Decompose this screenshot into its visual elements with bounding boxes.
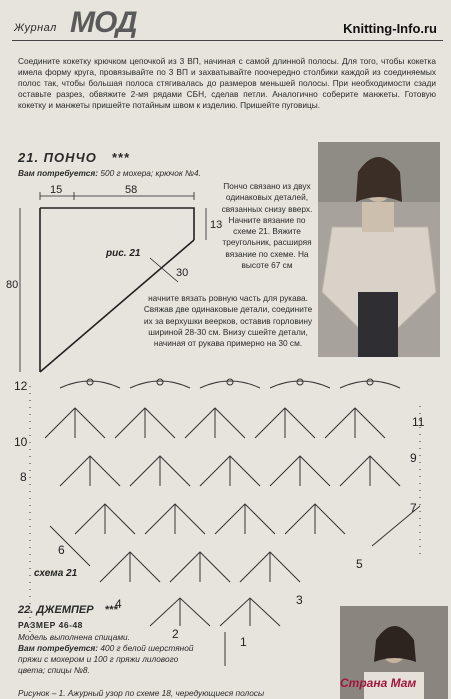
pattern-figure <box>0 180 230 380</box>
dim-diag-line <box>150 258 178 282</box>
scheme-pointer-left <box>50 526 90 566</box>
model-photo-poncho <box>318 142 440 357</box>
row-number: 11 <box>412 415 425 429</box>
intro-paragraph: Соедините кокетку крючком цепочкой из 3 ВП, начиная с самой длинной полосы. Для того, чтобы кокетка имела форму круга, провязывайте по 3 ВП и захватывайте поочередно столбики каждой из соединяемых полос так, чтобы большая полоса стягивалась до размеров меньшей полосы. При необходимости сзади оставьте разрез, обвяжите 2-мя рядами СБН, сделав петли. Аналогично соберите манжеты. Готовую кокетку и манжеты пришейте потайным швом к изделию. Пришейте пуговицы. <box>18 56 436 111</box>
section2-title <box>18 604 117 616</box>
section-title-text: 21. ПОНЧО <box>18 150 97 165</box>
fan-row-5 <box>100 552 300 582</box>
dim-15: 15 <box>50 184 63 196</box>
row-number: 12 <box>14 379 28 393</box>
figure-top-edge <box>40 208 194 240</box>
watermark: Страна Мам <box>340 676 417 690</box>
materials2-text: 400 г белой шерстяной пряжи с мохером и 100 г пряжи лилового цвета; спицы №8. <box>18 643 194 675</box>
difficulty-stars: *** <box>111 150 130 165</box>
model-line: Модель выполнена спицами. <box>18 632 130 642</box>
description-text-narrow: Пончо связано из двух одинаковых деталей, связанных снизу вверх. Начните вязание по схеме 21. Вяжите треугольник, расширяя вязание по схеме. На высоте 67 см <box>221 181 313 271</box>
dim-80: 80 <box>6 279 19 291</box>
row-number: 9 <box>410 451 417 465</box>
section-title <box>18 150 130 165</box>
section2-title-text: 22. ДЖЕМПЕР <box>18 604 94 616</box>
figure-label: рис. 21 <box>106 248 141 259</box>
row-number: 6 <box>58 543 65 557</box>
row-number: 3 <box>296 593 303 607</box>
row-number: 8 <box>20 470 27 484</box>
dim-58: 58 <box>125 184 138 196</box>
section2-stars: *** <box>104 604 118 616</box>
fan-row-6 <box>150 598 280 626</box>
row-number: 4 <box>115 597 122 611</box>
materials-text: 500 г мохера; крючок №4. <box>100 168 201 178</box>
fan-row-2 <box>45 408 385 438</box>
magazine-logo: МОД <box>70 6 137 39</box>
row-number: 7 <box>410 501 417 515</box>
dim-30: 30 <box>176 267 189 279</box>
header-rule <box>12 40 443 41</box>
magazine-label: Журнал <box>14 22 57 34</box>
dim-13: 13 <box>210 219 223 231</box>
pattern-line: Рисунок – 1. Ажурный узор по схеме 18, чередующиеся полосы <box>18 688 265 698</box>
size-line: РАЗМЕР 46-48 <box>18 620 83 630</box>
scheme-label: схема 21 <box>34 568 78 579</box>
fan-row-3 <box>60 456 400 486</box>
materials-label: Вам потребуется: <box>18 168 99 178</box>
row-number: 2 <box>172 627 179 641</box>
description-text-wide: начните вязать ровную часть для рукава. Свяжав две одинаковые детали, соедините их за верхушки веерков, оставив горловину шириной 28-30 см. Внизу сшейте детали, начиная от рукава примерно на 30 см. <box>143 293 313 349</box>
row-number: 10 <box>14 435 28 449</box>
materials2-label: Вам потребуется: <box>18 643 99 653</box>
fan-row-4 <box>75 504 345 534</box>
materials-line <box>18 168 201 178</box>
site-url: Knitting-Info.ru <box>343 21 437 36</box>
materials2-block <box>18 643 198 676</box>
fan-row-top <box>60 379 400 388</box>
row-number: 1 <box>240 635 247 649</box>
row-number: 5 <box>356 557 363 571</box>
